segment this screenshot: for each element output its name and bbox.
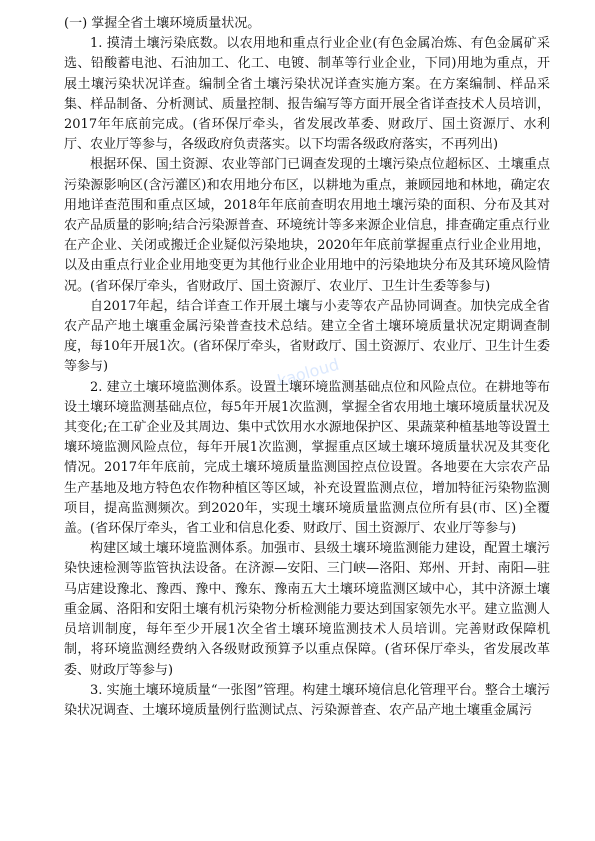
paragraph-monitoring-system: 2. 建立土壤环境监测体系。设置土壤环境监测基础点位和风险点位。在耕地等布设土壤环境监测基础点位，每5年开展1次监测，掌握全省农用地土壤环境质量状况及其变化;在工矿企业及其周边、集中式饮用水水源地保护区、果蔬菜种植基地等设置土壤环境监测风险点位，每年开展1次监测，掌握重点区域土壤环境质量状况及其变化情况。2017年年底前，完成土壤环境质量监测国控点位设置。各地要在大宗农产品生产基地及地方特色农作物种植区等区域，补充设置监测点位，增加特征污染物监测项目，提高监测频次。到2020年，实现土壤环境质量监测点位所有县(市、区)全覆盖。(省环保厅牵头，省工业和信息化委、财政厅、国土资源厅、农业厅等参与) [64, 379, 550, 537]
svg-text:kaoloud: kaoloud [275, 354, 342, 390]
paragraph-survey: 1. 摸清土壤污染底数。以农用地和重点行业企业(有色金属冶炼、有色金属矿采选、铅酸蓄电池、石油加工、化工、电镀、制革等行业企业，下同)用地为重点，开展土壤污染状况详查。编制全省土壤污染状况详查实施方案。在方案编制、样品采集、样品制备、分析测试、质量控制、报告编写等方面开展全省详查技术人员培训，2017年年底前完成。(省环保厅牵头，省发展改革委、财政厅、国土资源厅、水利厅、农业厅等参与，各级政府负责落实。以下均需各级政府落实，不再列出) [64, 36, 550, 153]
document-page [64, 14, 550, 836]
paragraph-one-map: 3. 实施土壤环境质量“一张图”管理。构建土壤环境信息化管理平台。整合土壤污染状况调查、土壤环境质量例行监测试点、污染源普查、农产品产地土壤重金属污 [64, 682, 550, 718]
section-heading: (一) 掌握全省土壤环境质量状况。 [64, 16, 261, 31]
paragraph-detailed-investigation: 根据环保、国土资源、农业等部门已调查发现的土壤污染点位超标区、土壤重点污染源影响区(含污灌区)和农用地分布区，以耕地为重点，兼顾园地和林地，确定农用地详查范围和重点区域，2018年年底前查明农用地土壤污染的面积、分布及其对农产品质量的影响;结合污染源普查、环境统计等多来源企业信息，排查确定重点行业在产企业、关闭或搬迁企业疑似污染地块，2020年年底前掌握重点行业企业用地，以及由重点行业企业用地变更为其他行业企业用地中的污染地块分布及其环境风险情况。(省环保厅牵头，省财政厅、国土资源厅、农业厅、卫生计生委等参与) [64, 157, 550, 294]
paragraph-regional-monitoring: 构建区域土壤环境监测体系。加强市、县级土壤环境监测能力建设，配置土壤污染快速检测等监管执法设备。在济源—安阳、三门峡—洛阳、郑州、开封、南阳—驻马店建设豫北、豫西、豫中、豫东、豫南五大土壤环境监测区域中心，其中济源土壤重金属、洛阳和安阳土壤有机污染物分析检测能力要达到国家领先水平。建立监测人员培训制度，每年至少开展1次全省土壤环境监测技术人员培训。完善财政保障机制，将环境监测经费纳入各级财政预算予以重点保障。(省环保厅牵头，省发展改革委、财政厅等参与) [64, 541, 550, 678]
paragraph-collaborative-survey: 自2017年起，结合详查工作开展土壤与小麦等农产品协同调查。加快完成全省农产品产地土壤重金属污染普查技术总结。建立全省土壤环境质量状况定期调查制度，每10年开展1次。(省环保厅牵头，省财政厅、国土资源厅、农业厅、卫生计生委等参与) [64, 298, 550, 375]
